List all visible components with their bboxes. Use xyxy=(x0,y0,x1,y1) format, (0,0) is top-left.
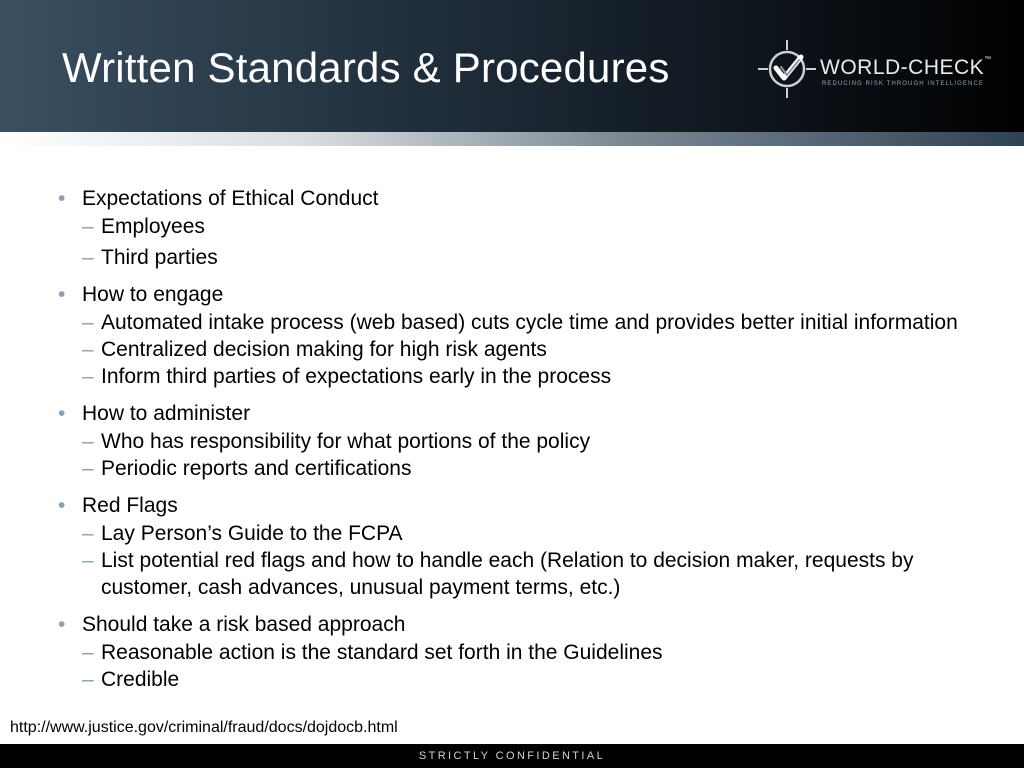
bullet-item xyxy=(58,281,998,390)
dash-icon: – xyxy=(82,365,94,388)
sub-list xyxy=(82,520,998,601)
sub-item xyxy=(82,520,998,547)
sub-text: Periodic reports and certifications xyxy=(101,457,412,480)
dash-icon: – xyxy=(82,311,94,334)
slide-header xyxy=(0,0,1024,132)
sub-item xyxy=(82,213,998,240)
sub-text: Centralized decision making for high risk agents xyxy=(101,338,547,361)
header-gradient-stripe xyxy=(0,132,1024,146)
confidential-label: STRICTLY CONFIDENTIAL xyxy=(418,750,606,762)
sub-item xyxy=(82,666,998,693)
sub-item xyxy=(82,244,998,271)
logo-trademark: ™ xyxy=(984,56,992,63)
dash-icon: – xyxy=(82,457,94,480)
sub-item xyxy=(82,455,998,482)
bullet-text: Should take a risk based approach xyxy=(82,613,406,636)
logo-tagline: REDUCING RISK THROUGH INTELLIGENCE xyxy=(822,81,984,87)
sub-list xyxy=(82,428,998,482)
sub-item xyxy=(82,639,998,666)
sub-list xyxy=(82,213,998,271)
bullet-icon: • xyxy=(58,187,66,210)
bullet-text: How to administer xyxy=(82,402,251,425)
bullet-list xyxy=(58,185,998,703)
sub-text: Employees xyxy=(101,215,205,238)
sub-text: Who has responsibility for what portions of the policy xyxy=(101,430,591,453)
dash-icon: – xyxy=(82,246,94,269)
bullet-icon: • xyxy=(58,402,66,425)
bullet-icon: • xyxy=(58,613,66,636)
world-check-logo xyxy=(756,38,992,102)
dash-icon: – xyxy=(82,668,94,691)
bullet-text: How to engage xyxy=(82,283,224,306)
sub-text: Third parties xyxy=(101,246,218,269)
slide-title: Written Standards & Procedures xyxy=(62,44,670,91)
checkmark-globe-icon xyxy=(756,38,818,100)
sub-text: Inform third parties of expectations early in the process xyxy=(101,365,612,388)
dash-icon: – xyxy=(82,338,94,361)
bullet-text: Red Flags xyxy=(82,494,178,517)
bullet-text: Expectations of Ethical Conduct xyxy=(82,187,379,210)
dash-icon: – xyxy=(82,430,94,453)
source-url: http://www.justice.gov/criminal/fraud/docs/dojdocb.html xyxy=(10,719,398,736)
bullet-item xyxy=(58,611,998,693)
sub-item xyxy=(82,363,998,390)
footer-bar xyxy=(0,744,1024,768)
sub-item xyxy=(82,547,998,601)
bullet-item xyxy=(58,492,998,601)
bullet-icon: • xyxy=(58,494,66,517)
sub-text: Lay Person’s Guide to the FCPA xyxy=(101,522,403,545)
sub-list xyxy=(82,639,998,693)
dash-icon: – xyxy=(82,522,94,545)
logo-wordmark xyxy=(820,56,992,80)
dash-icon: – xyxy=(82,641,94,664)
bullet-item xyxy=(58,400,998,482)
dash-icon: – xyxy=(82,549,94,572)
bullet-item xyxy=(58,185,998,271)
sub-text: List potential red flags and how to handle each (Relation to decision maker, requests by customer, cash advances, unusual payment terms, etc.) xyxy=(101,549,914,599)
sub-list xyxy=(82,309,998,390)
sub-text: Reasonable action is the standard set forth in the Guidelines xyxy=(101,641,663,664)
sub-item xyxy=(82,336,998,363)
bullet-icon: • xyxy=(58,283,66,306)
sub-text: Automated intake process (web based) cuts cycle time and provides better initial information xyxy=(101,311,958,334)
dash-icon: – xyxy=(82,215,94,238)
sub-item xyxy=(82,309,998,336)
logo-name: WORLD-CHECK xyxy=(820,56,985,79)
sub-text: Credible xyxy=(101,668,180,691)
sub-item xyxy=(82,428,998,455)
